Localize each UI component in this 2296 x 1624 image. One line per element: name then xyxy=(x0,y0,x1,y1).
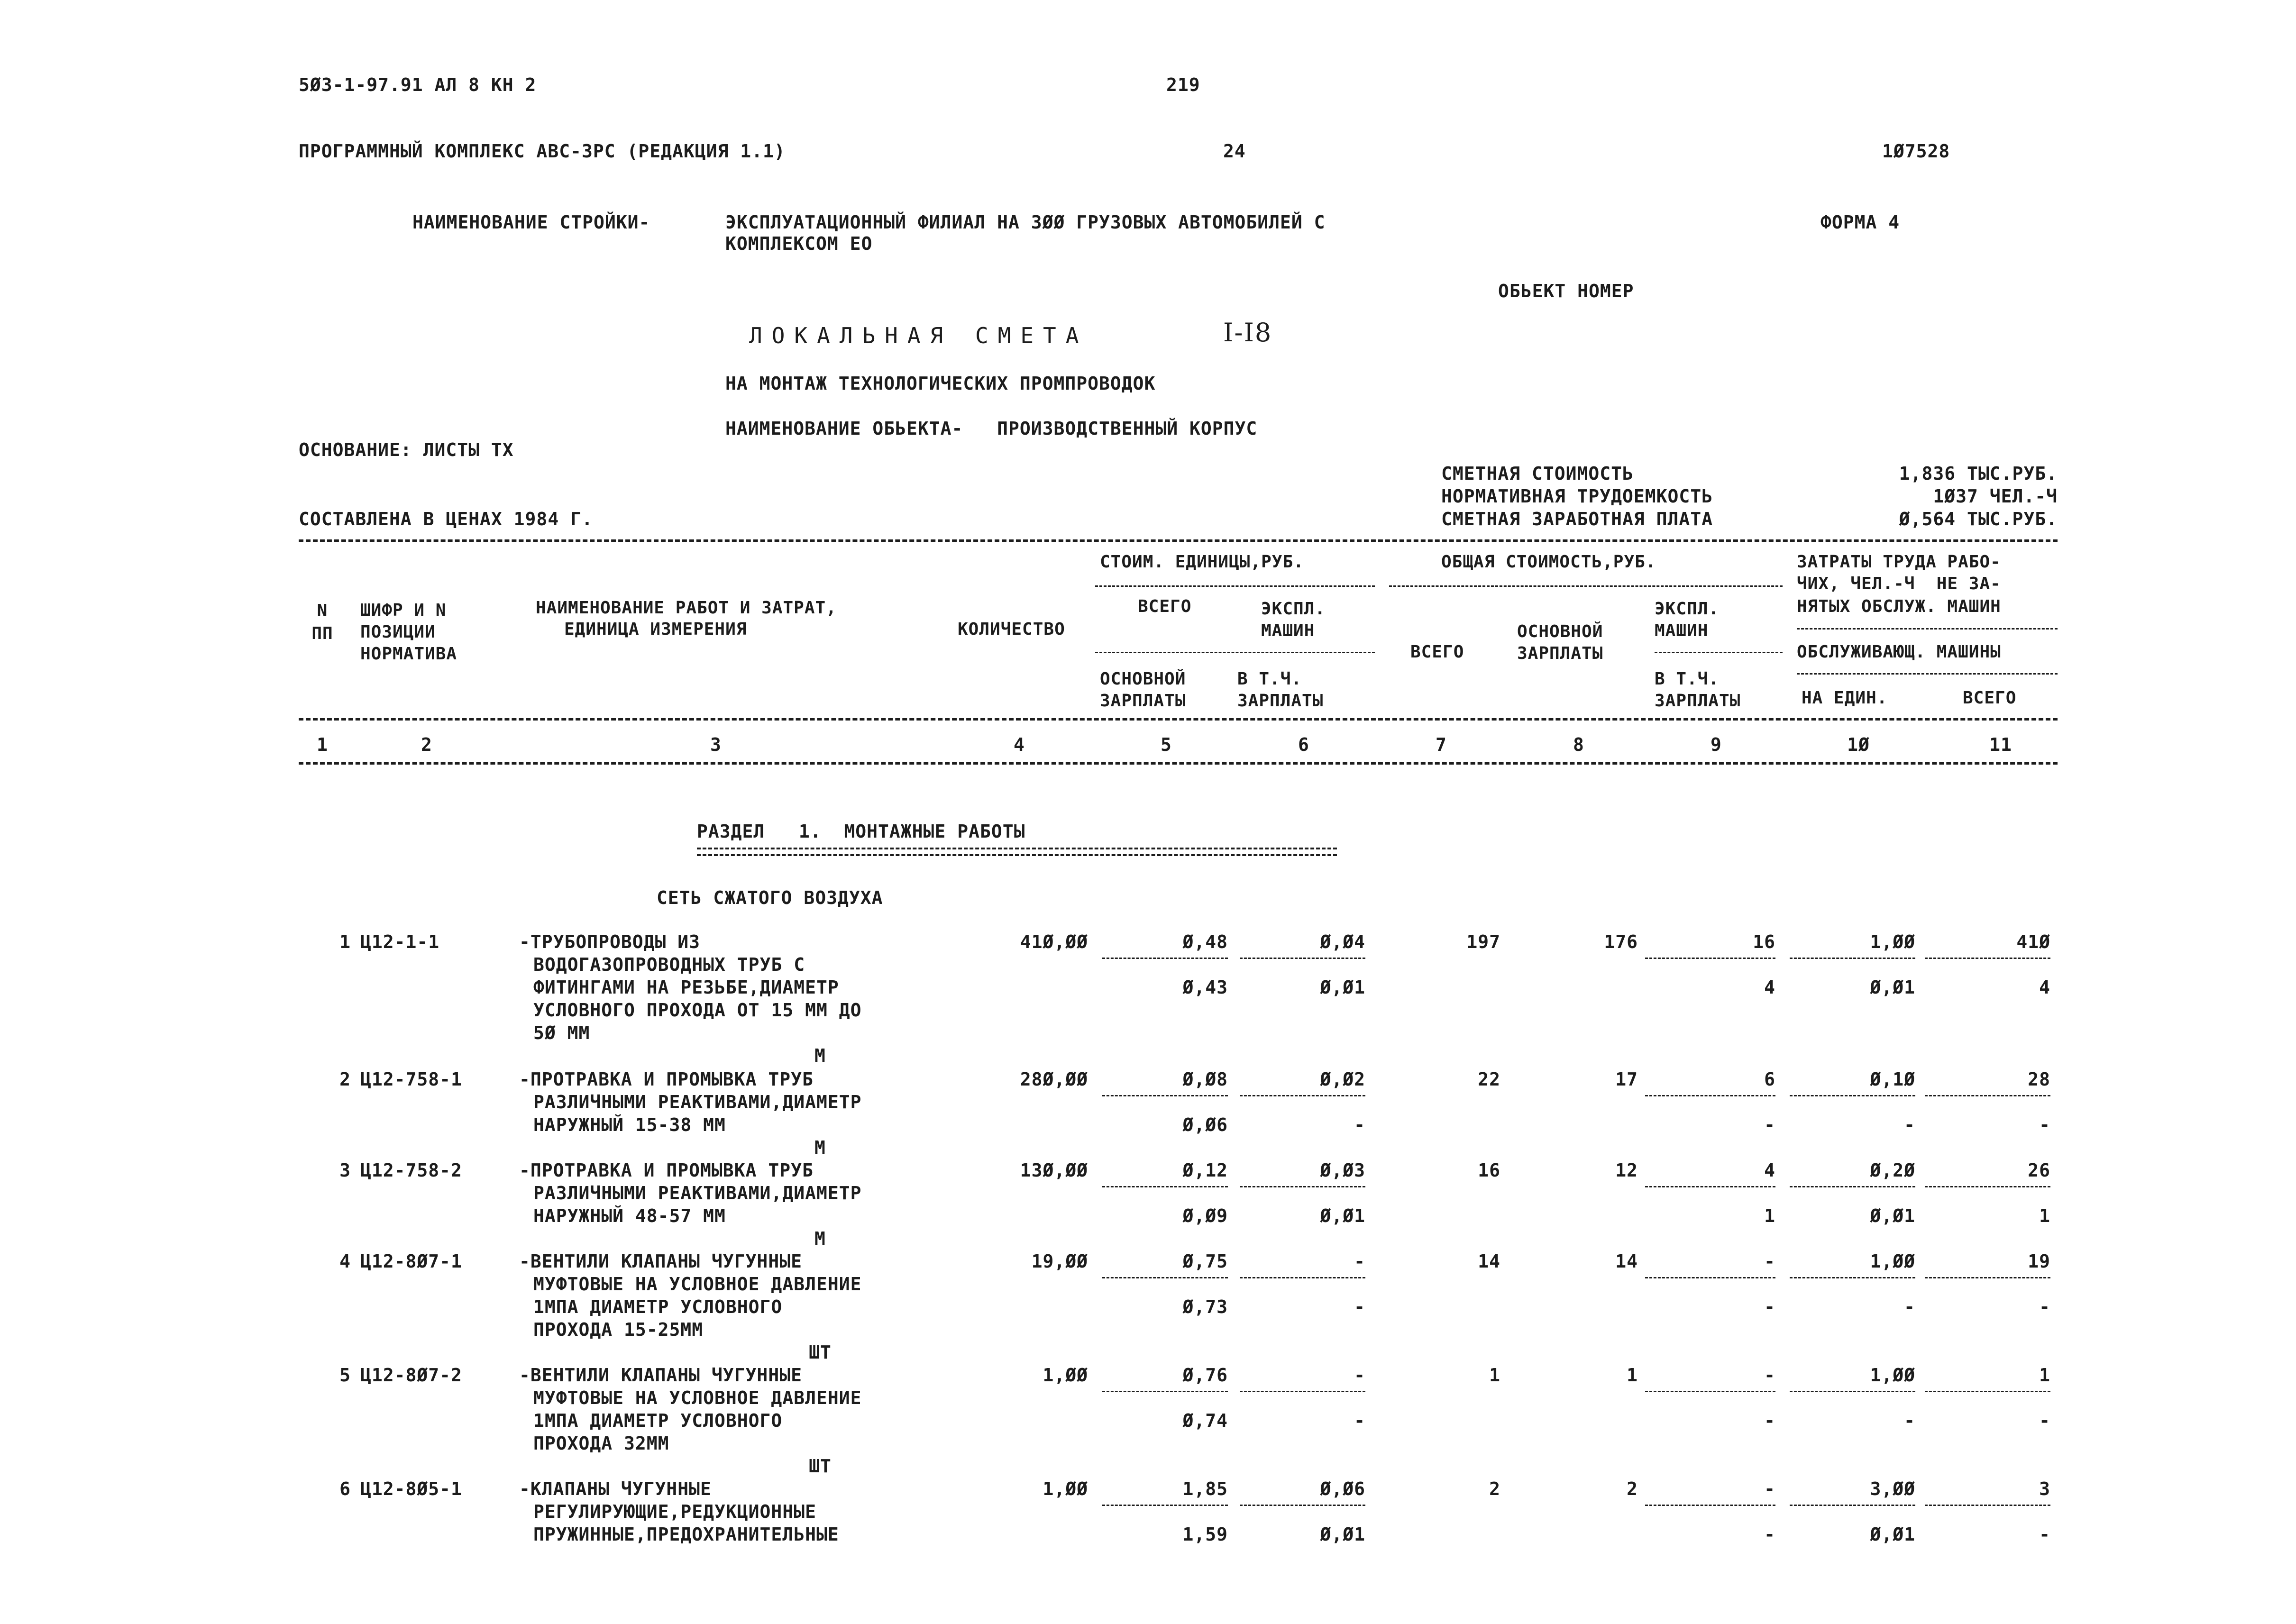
document-subtitle: НА МОНТАЖ ТЕХНОЛОГИЧЕСКИХ ПРОМПРОВОДОК xyxy=(725,373,1156,394)
unit-of-measure: ШТ xyxy=(809,1456,832,1477)
total-machine-wages: - xyxy=(1764,1114,1775,1135)
labor-total: 26 xyxy=(2028,1160,2050,1181)
rule xyxy=(299,718,2058,721)
col-9-header: ЭКСПЛ. МАШИН xyxy=(1655,599,1720,640)
work-name-line: МУФТОВЫЕ НА УСЛОВНОЕ ДАВЛЕНИЕ xyxy=(533,1274,862,1295)
quantity: 13Ø,ØØ xyxy=(1020,1160,1088,1181)
total-machine-wages: - xyxy=(1764,1410,1775,1431)
total-base-wages: 2 xyxy=(1627,1478,1638,1499)
work-name-line: РАЗЛИЧНЫМИ РЕАКТИВАМИ,ДИАМЕТР xyxy=(533,1183,862,1204)
total-machines: 16 xyxy=(1753,931,1775,952)
total-machines: 6 xyxy=(1764,1069,1775,1090)
forma-label: ФОРМА 4 xyxy=(1820,212,1900,233)
price-basis: СОСТАВЛЕНА В ЦЕНАХ 1984 Г. xyxy=(299,509,593,529)
labor-total: 1 xyxy=(2039,1365,2050,1386)
unit-cost-machine-wages: Ø,Ø1 xyxy=(1320,977,1365,998)
unit-cost-total: 1,85 xyxy=(1182,1478,1228,1499)
sheet-number: 24 xyxy=(1223,141,1246,162)
labor-per-unit: 1,ØØ xyxy=(1870,1251,1915,1272)
col-6-header: ЭКСПЛ. МАШИН xyxy=(1261,599,1326,640)
labor-header-2: ЧИХ, ЧЕЛ.-Ч НЕ ЗА- xyxy=(1797,574,2001,593)
quantity: 28Ø,ØØ xyxy=(1020,1069,1088,1090)
column-number: 6 xyxy=(1298,734,1309,755)
unit-cost-machines: Ø,Ø2 xyxy=(1320,1069,1365,1090)
labor-total: 3 xyxy=(2039,1478,2050,1499)
machine-labor-total: - xyxy=(2039,1524,2050,1545)
row-number: 5 xyxy=(339,1365,351,1386)
total-cost-header: ОБЩАЯ СТОИМОСТЬ,РУБ. xyxy=(1441,552,1656,572)
col-6b-header: В Т.Ч. ЗАРПЛАТЫ xyxy=(1237,669,1324,711)
unit-cost-base-wages: Ø,Ø6 xyxy=(1182,1114,1228,1135)
rule xyxy=(1655,652,1783,653)
col-5b-header: ОСНОВНОЙ ЗАРПЛАТЫ xyxy=(1100,669,1186,711)
labor-header-4: ОБСЛУЖИВАЮЩ. МАШИНЫ xyxy=(1797,642,2001,662)
row-number: 1 xyxy=(339,931,351,952)
unit-cost-header: СТОИМ. ЕДИНИЦЫ,РУБ. xyxy=(1100,552,1304,572)
work-name-line: МУФТОВЫЕ НА УСЛОВНОЕ ДАВЛЕНИЕ xyxy=(533,1387,862,1408)
page-number: 219 xyxy=(1166,74,1200,95)
col-7-header: ВСЕГО xyxy=(1410,642,1464,662)
rule xyxy=(1797,628,2058,630)
norm-code: Ц12-8Ø5-1 xyxy=(360,1478,462,1499)
total-machines: - xyxy=(1764,1365,1775,1386)
work-name-line: -ТРУБОПРОВОДЫ ИЗ xyxy=(519,931,701,952)
machine-labor-per-unit: - xyxy=(1904,1114,1915,1135)
norm-code: Ц12-8Ø7-1 xyxy=(360,1251,462,1272)
col-10-header: НА ЕДИН. xyxy=(1802,688,1888,708)
column-number: 7 xyxy=(1436,734,1447,755)
labor-per-unit: 1,ØØ xyxy=(1870,931,1915,952)
machine-labor-per-unit: - xyxy=(1904,1296,1915,1317)
cell-divider xyxy=(1645,1186,1775,1187)
unit-cost-machines: - xyxy=(1354,1251,1365,1272)
work-name-line: 1МПА ДИАМЕТР УСЛОВНОГО xyxy=(533,1410,783,1431)
cell-divider xyxy=(1645,1277,1775,1278)
cell-divider xyxy=(1102,1277,1228,1278)
work-name-line: 5Ø ММ xyxy=(533,1022,590,1043)
column-number: 4 xyxy=(1014,734,1025,755)
column-number: 2 xyxy=(421,734,432,755)
summary-label: НОРМАТИВНАЯ ТРУДОЕМКОСТЬ xyxy=(1441,486,1713,507)
quantity: 19,ØØ xyxy=(1031,1251,1088,1272)
unit-cost-total: Ø,12 xyxy=(1182,1160,1228,1181)
col-2-header: ШИФР И N ПОЗИЦИИ НОРМАТИВА xyxy=(360,601,457,664)
norm-code: Ц12-1-1 xyxy=(360,931,440,952)
work-name-line: ПРОХОДА 32ММ xyxy=(533,1433,669,1454)
rule xyxy=(1797,673,2058,675)
unit-cost-machine-wages: - xyxy=(1354,1410,1365,1431)
total-machines: 4 xyxy=(1764,1160,1775,1181)
work-name-line: -КЛАПАНЫ ЧУГУННЫЕ xyxy=(519,1478,712,1499)
total-base-wages: 1 xyxy=(1627,1365,1638,1386)
machine-labor-total: 4 xyxy=(2039,977,2050,998)
object-number: ОБЬЕКТ НОМЕР xyxy=(1498,281,1634,301)
labor-header-1: ЗАТРАТЫ ТРУДА РАБО- xyxy=(1797,552,2001,572)
unit-of-measure: М xyxy=(814,1137,826,1158)
work-name-line: 1МПА ДИАМЕТР УСЛОВНОГО xyxy=(533,1296,783,1317)
total-machines: - xyxy=(1764,1478,1775,1499)
work-name-line: НАРУЖНЫЙ 15-38 ММ xyxy=(533,1114,726,1135)
machine-labor-per-unit: - xyxy=(1904,1410,1915,1431)
col-8-header: ОСНОВНОЙ ЗАРПЛАТЫ xyxy=(1517,622,1603,663)
cell-divider xyxy=(1790,1095,1915,1096)
unit-cost-base-wages: Ø,73 xyxy=(1182,1296,1228,1317)
labor-per-unit: 1,ØØ xyxy=(1870,1365,1915,1386)
work-name-line: РАЗЛИЧНЫМИ РЕАКТИВАМИ,ДИАМЕТР xyxy=(533,1092,862,1113)
norm-code: Ц12-758-2 xyxy=(360,1160,462,1181)
total-machine-wages: 4 xyxy=(1764,977,1775,998)
labor-per-unit: 3,ØØ xyxy=(1870,1478,1915,1499)
quantity: 1,ØØ xyxy=(1043,1365,1088,1386)
total-machine-wages: 1 xyxy=(1764,1205,1775,1226)
row-number: 4 xyxy=(339,1251,351,1272)
section-underline xyxy=(697,848,1337,856)
unit-cost-machines: Ø,Ø6 xyxy=(1320,1478,1365,1499)
row-number: 3 xyxy=(339,1160,351,1181)
cell-divider xyxy=(1925,1095,2050,1096)
total-machine-wages: - xyxy=(1764,1296,1775,1317)
total-base-wages: 17 xyxy=(1615,1069,1638,1090)
cell-divider xyxy=(1645,958,1775,959)
work-name-line: РЕГУЛИРУЮЩИЕ,РЕДУКЦИОННЫЕ xyxy=(533,1501,816,1522)
col-1-header: N ПП xyxy=(311,601,333,643)
summary-value: 1,836 ТЫС.РУБ. xyxy=(1899,463,2058,484)
machine-labor-total: - xyxy=(2039,1296,2050,1317)
work-name-line: УСЛОВНОГО ПРОХОДА ОТ 15 ММ ДО xyxy=(533,1000,862,1021)
column-number: 3 xyxy=(710,734,722,755)
row-number: 6 xyxy=(339,1478,351,1499)
cell-divider xyxy=(1925,1505,2050,1506)
labor-per-unit: Ø,1Ø xyxy=(1870,1069,1915,1090)
machine-labor-total: - xyxy=(2039,1114,2050,1135)
unit-cost-machines: Ø,Ø3 xyxy=(1320,1160,1365,1181)
object-name: НАИМЕНОВАНИЕ ОБЬЕКТА- ПРОИЗВОДСТВЕННЫЙ КОРПУС xyxy=(725,418,1258,439)
work-name-line: ВОДОГАЗОПРОВОДНЫХ ТРУБ С xyxy=(533,954,805,975)
basis: ОСНОВАНИЕ: ЛИСТЫ ТХ xyxy=(299,439,514,460)
stroyka-name-line1: ЭКСПЛУАТАЦИОННЫЙ ФИЛИАЛ НА 3ØØ ГРУЗОВЫХ АВТОМОБИЛЕЙ С xyxy=(725,212,1326,233)
total-cost: 16 xyxy=(1478,1160,1500,1181)
cell-divider xyxy=(1645,1391,1775,1392)
rule xyxy=(1095,652,1375,653)
col-3-header: НАИМЕНОВАНИЕ РАБОТ И ЗАТРАТ, xyxy=(536,598,837,618)
cell-divider xyxy=(1790,958,1915,959)
work-name-line: НАРУЖНЫЙ 48-57 ММ xyxy=(533,1205,726,1226)
unit-cost-base-wages: Ø,43 xyxy=(1182,977,1228,998)
labor-total: 19 xyxy=(2028,1251,2050,1272)
cell-divider xyxy=(1645,1095,1775,1096)
unit-of-measure: ШТ xyxy=(809,1342,832,1363)
cell-divider xyxy=(1102,958,1228,959)
total-cost: 2 xyxy=(1489,1478,1500,1499)
cell-divider xyxy=(1240,1277,1365,1278)
total-machine-wages: - xyxy=(1764,1524,1775,1545)
doc-code: 5Ø3-1-97.91 АЛ 8 КН 2 xyxy=(299,74,537,95)
unit-cost-total: Ø,Ø8 xyxy=(1182,1069,1228,1090)
col-11-header: ВСЕГО xyxy=(1963,688,2017,708)
cell-divider xyxy=(1240,1391,1365,1392)
labor-per-unit: Ø,2Ø xyxy=(1870,1160,1915,1181)
total-machines: - xyxy=(1764,1251,1775,1272)
column-number: 8 xyxy=(1573,734,1584,755)
rule xyxy=(1095,585,1375,587)
machine-labor-per-unit: Ø,Ø1 xyxy=(1870,977,1915,998)
total-base-wages: 12 xyxy=(1615,1160,1638,1181)
work-name-line: -ПРОТРАВКА И ПРОМЫВКА ТРУБ xyxy=(519,1160,814,1181)
col-5-header: ВСЕГО xyxy=(1138,597,1192,616)
cell-divider xyxy=(1102,1095,1228,1096)
cell-divider xyxy=(1790,1505,1915,1506)
labor-total: 28 xyxy=(2028,1069,2050,1090)
machine-labor-total: - xyxy=(2039,1410,2050,1431)
cell-divider xyxy=(1925,958,2050,959)
rule xyxy=(299,762,2058,765)
column-number: 5 xyxy=(1161,734,1172,755)
work-name-line: ПРОХОДА 15-25ММ xyxy=(533,1319,704,1340)
rule xyxy=(299,539,2058,542)
software-name: ПРОГРАММНЫЙ КОМПЛЕКС АВС-3РС (РЕДАКЦИЯ 1.1) xyxy=(299,141,786,162)
col-4-header: КОЛИЧЕСТВО xyxy=(958,620,1065,639)
cell-divider xyxy=(1790,1391,1915,1392)
cell-divider xyxy=(1102,1391,1228,1392)
cell-divider xyxy=(1102,1505,1228,1506)
column-number: 9 xyxy=(1711,734,1722,755)
unit-cost-machines: Ø,Ø4 xyxy=(1320,931,1365,952)
column-number: 1Ø xyxy=(1847,734,1870,755)
summary-label: СМЕТНАЯ ЗАРАБОТНАЯ ПЛАТА xyxy=(1441,509,1713,529)
total-cost: 14 xyxy=(1478,1251,1500,1272)
labor-total: 41Ø xyxy=(2016,931,2050,952)
work-name-line: -ВЕНТИЛИ КЛАПАНЫ ЧУГУННЫЕ xyxy=(519,1365,802,1386)
col-3-header-unit: ЕДИНИЦА ИЗМЕРЕНИЯ xyxy=(564,620,747,639)
cell-divider xyxy=(1240,1186,1365,1187)
work-name-line: ФИТИНГАМИ НА РЕЗЬБЕ,ДИАМЕТР xyxy=(533,977,839,998)
norm-code: Ц12-758-1 xyxy=(360,1069,462,1090)
cell-divider xyxy=(1925,1391,2050,1392)
unit-of-measure: М xyxy=(814,1228,826,1249)
cell-divider xyxy=(1240,1505,1365,1506)
unit-cost-machine-wages: - xyxy=(1354,1114,1365,1135)
unit-cost-total: Ø,75 xyxy=(1182,1251,1228,1272)
row-number: 2 xyxy=(339,1069,351,1090)
document-title-number: I-I8 xyxy=(1223,318,1272,347)
cell-divider xyxy=(1925,1277,2050,1278)
work-name-line: ПРУЖИННЫЕ,ПРЕДОХРАНИТЕЛЬНЫЕ xyxy=(533,1524,839,1545)
total-base-wages: 14 xyxy=(1615,1251,1638,1272)
column-number: 1 xyxy=(317,734,328,755)
unit-cost-base-wages: Ø,74 xyxy=(1182,1410,1228,1431)
norm-code: Ц12-8Ø7-2 xyxy=(360,1365,462,1386)
unit-cost-machine-wages: Ø,Ø1 xyxy=(1320,1524,1365,1545)
unit-cost-base-wages: 1,59 xyxy=(1182,1524,1228,1545)
unit-cost-machine-wages: Ø,Ø1 xyxy=(1320,1205,1365,1226)
total-cost: 22 xyxy=(1478,1069,1500,1090)
total-cost: 197 xyxy=(1466,931,1500,952)
subsection-title: СЕТЬ СЖАТОГО ВОЗДУХА xyxy=(657,887,883,908)
col-9b-header: В Т.Ч. ЗАРПЛАТЫ xyxy=(1655,669,1741,711)
summary-value: Ø,564 ТЫС.РУБ. xyxy=(1899,509,2058,529)
cell-divider xyxy=(1925,1186,2050,1187)
total-base-wages: 176 xyxy=(1604,931,1638,952)
total-cost: 1 xyxy=(1489,1365,1500,1386)
cell-divider xyxy=(1790,1277,1915,1278)
unit-cost-machine-wages: - xyxy=(1354,1296,1365,1317)
unit-cost-base-wages: Ø,Ø9 xyxy=(1182,1205,1228,1226)
cell-divider xyxy=(1240,1095,1365,1096)
unit-cost-machines: - xyxy=(1354,1365,1365,1386)
summary-label: СМЕТНАЯ СТОИМОСТЬ xyxy=(1441,463,1634,484)
cell-divider xyxy=(1645,1505,1775,1506)
unit-of-measure: М xyxy=(814,1045,826,1066)
quantity: 1,ØØ xyxy=(1043,1478,1088,1499)
column-number: 11 xyxy=(1989,734,2012,755)
machine-labor-per-unit: Ø,Ø1 xyxy=(1870,1524,1915,1545)
cell-divider xyxy=(1790,1186,1915,1187)
work-name-line: -ВЕНТИЛИ КЛАПАНЫ ЧУГУННЫЕ xyxy=(519,1251,802,1272)
stroyka-label: НАИМЕНОВАНИЕ СТРОЙКИ- xyxy=(412,212,650,233)
cell-divider xyxy=(1102,1186,1228,1187)
rule xyxy=(1389,585,1783,587)
doc-number: 1Ø7528 xyxy=(1882,141,1950,162)
unit-cost-total: Ø,76 xyxy=(1182,1365,1228,1386)
quantity: 41Ø,ØØ xyxy=(1020,931,1088,952)
document-title: ЛОКАЛЬНАЯ СМЕТА xyxy=(749,323,1089,348)
section-title: РАЗДЕЛ 1. МОНТАЖНЫЕ РАБОТЫ xyxy=(697,821,1025,842)
cell-divider xyxy=(1240,958,1365,959)
unit-cost-total: Ø,48 xyxy=(1182,931,1228,952)
summary-value: 1Ø37 ЧЕЛ.-Ч xyxy=(1933,486,2058,507)
machine-labor-total: 1 xyxy=(2039,1205,2050,1226)
labor-header-3: НЯТЫХ ОБСЛУЖ. МАШИН xyxy=(1797,597,2001,616)
machine-labor-per-unit: Ø,Ø1 xyxy=(1870,1205,1915,1226)
work-name-line: -ПРОТРАВКА И ПРОМЫВКА ТРУБ xyxy=(519,1069,814,1090)
stroyka-name-line2: КОМПЛЕКСОМ ЕО xyxy=(725,233,873,254)
